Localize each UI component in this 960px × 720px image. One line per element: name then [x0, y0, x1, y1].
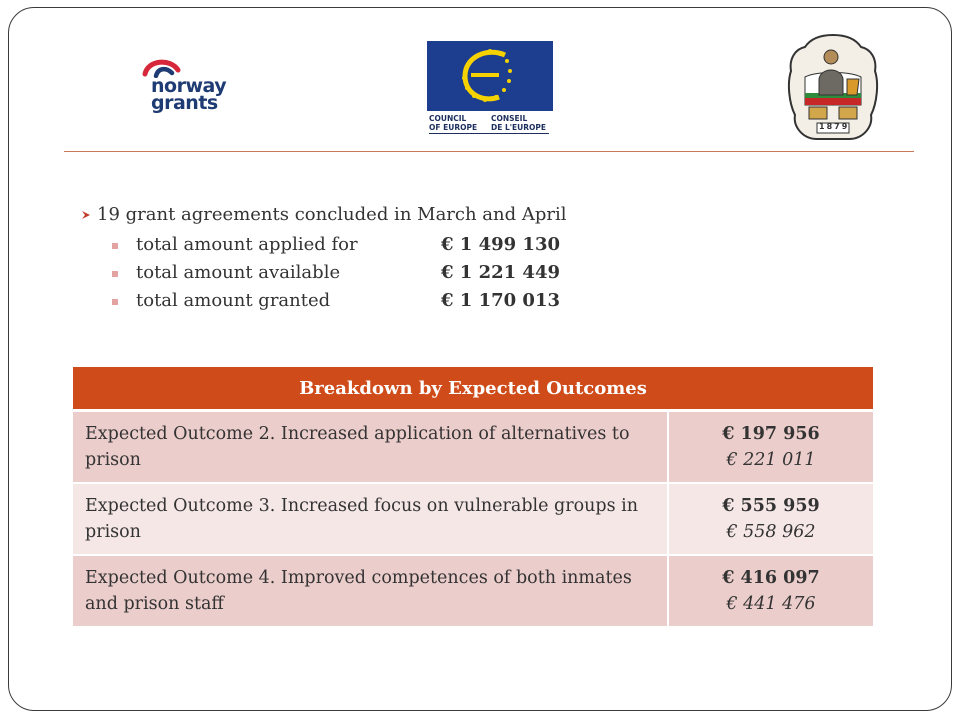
coe-english-name [429, 114, 477, 132]
arrow-bullet-icon [80, 209, 92, 221]
table-header-row [73, 367, 873, 411]
granted-amount: € 416 097 [722, 568, 820, 588]
bullet-label: total amount applied for [136, 234, 358, 255]
bullet-label: total amount granted [136, 290, 331, 311]
outcomes-table [73, 367, 873, 626]
granted-amount: € 555 959 [722, 496, 820, 516]
grants-word: grants [151, 92, 218, 114]
coe-french-line2: DE L'EUROPE [491, 123, 547, 132]
coe-underline [429, 133, 549, 134]
outcome-description: Expected Outcome 3. Increased focus on vulnerable groups in prison [73, 483, 668, 555]
norway-grants-logo [142, 56, 242, 116]
outcome-values [668, 555, 873, 626]
available-amount: € 558 962 [726, 522, 816, 542]
available-amount: € 221 011 [726, 450, 816, 470]
bullet-amount: € 1 170 013 [441, 290, 560, 311]
square-bullet-icon [112, 271, 118, 277]
coe-english-line1: COUNCIL [429, 114, 467, 123]
outcome-values [668, 411, 873, 484]
bullet-item [112, 290, 632, 316]
coe-french-line1: CONSEIL [491, 114, 528, 123]
emblem-year: 1879 [819, 122, 850, 131]
table-header: Breakdown by Expected Outcomes [73, 367, 873, 411]
coe-english-line2: OF EUROPE [429, 123, 478, 132]
table-row [73, 555, 873, 626]
bullet-item [112, 234, 632, 260]
emblem-logo [787, 33, 879, 144]
bullet-item [112, 262, 632, 288]
table-row [73, 483, 873, 555]
bullet-amount: € 1 221 449 [441, 262, 560, 283]
square-bullet-icon [112, 243, 118, 249]
table-row [73, 411, 873, 484]
bullet-amount: € 1 499 130 [441, 234, 560, 255]
council-of-europe-logo [427, 41, 553, 137]
granted-amount: € 197 956 [722, 424, 820, 444]
available-amount: € 441 476 [726, 594, 816, 614]
coe-flag [427, 41, 553, 111]
square-bullet-icon [112, 299, 118, 305]
outcome-description: Expected Outcome 4. Improved competences of both inmates and prison staff [73, 555, 668, 626]
bullet-main-text: 19 grant agreements concluded in March and April [97, 204, 567, 225]
bullet-label: total amount available [136, 262, 341, 283]
norway-word: norway [151, 75, 227, 97]
outcome-values [668, 483, 873, 555]
coe-french-name [491, 114, 546, 132]
norway-grants-wordmark [151, 75, 227, 114]
coe-stars-icon [427, 41, 553, 111]
header-divider [64, 151, 914, 152]
outcome-description: Expected Outcome 2. Increased application of alternatives to prison [73, 411, 668, 484]
